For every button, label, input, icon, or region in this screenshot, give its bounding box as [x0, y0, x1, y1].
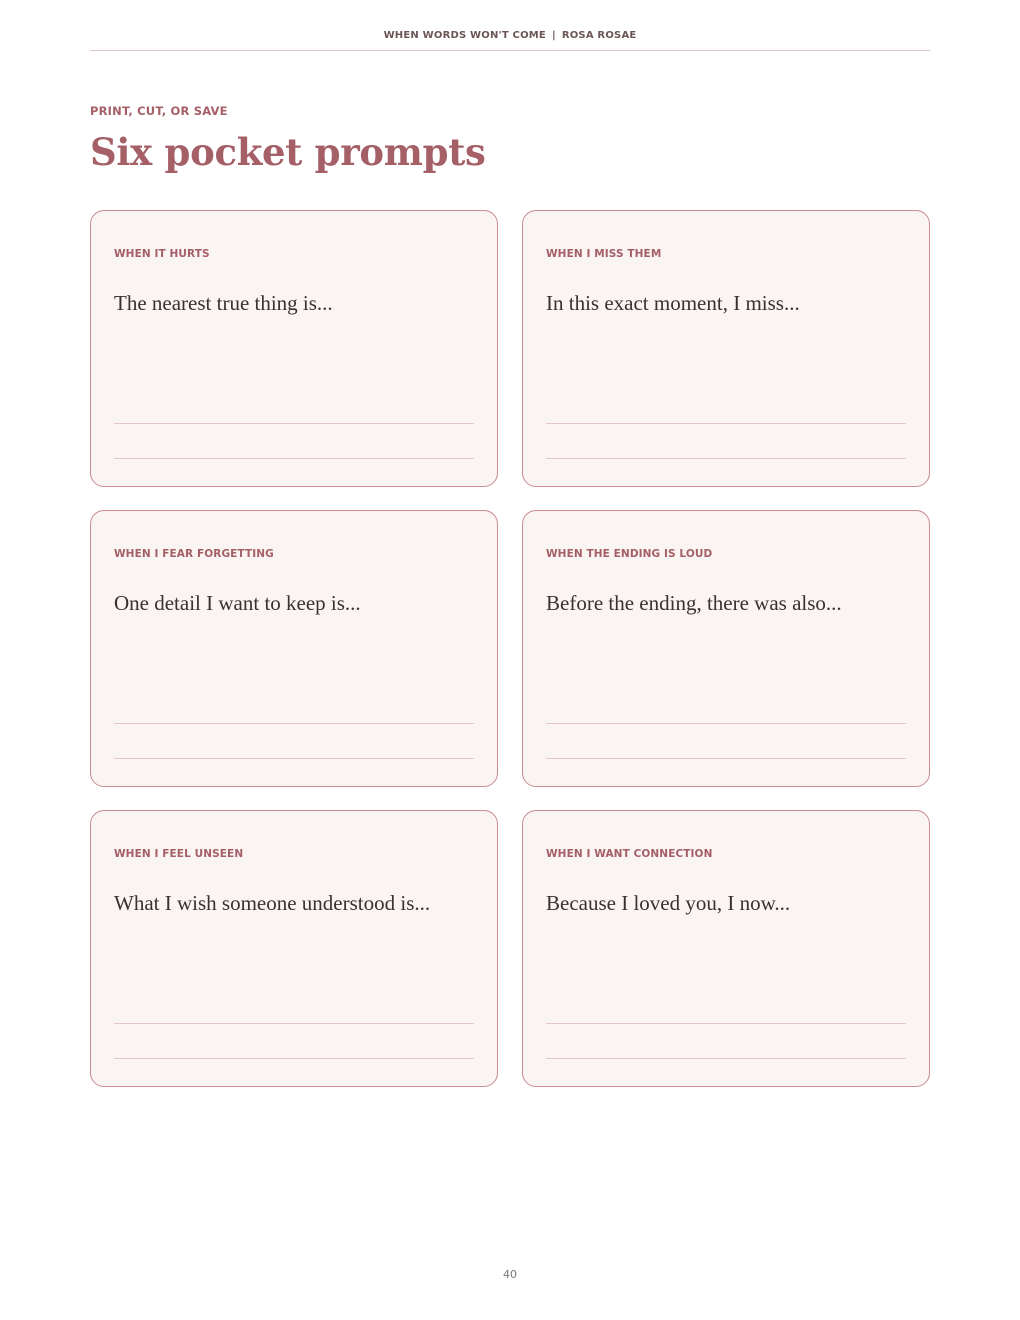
- prompt-card-when-i-miss-them: [522, 210, 930, 487]
- prompt-card-text: In this exact moment, I miss...: [546, 291, 800, 315]
- prompt-card-when-i-feel-unseen: [90, 810, 498, 1087]
- writing-line: [546, 1023, 906, 1024]
- prompt-card-text: Before the ending, there was also...: [546, 591, 842, 615]
- page-number: 40: [503, 1268, 517, 1281]
- prompt-card-label: WHEN IT HURTS: [114, 248, 210, 260]
- writing-line: [114, 758, 474, 759]
- prompt-card-text: Because I loved you, I now...: [546, 891, 791, 915]
- writing-line: [546, 758, 906, 759]
- running-header: [90, 30, 930, 51]
- writing-line: [546, 458, 906, 459]
- writing-line: [546, 1058, 906, 1059]
- page-title: Six pocket prompts: [90, 130, 486, 174]
- prompt-card-when-the-ending-is-loud: [522, 510, 930, 787]
- writing-line: [546, 723, 906, 724]
- prompt-card-label: WHEN I FEAR FORGETTING: [114, 548, 274, 560]
- prompt-card-label: WHEN I MISS THEM: [546, 248, 662, 260]
- header-separator: |: [551, 30, 556, 41]
- prompt-card-when-i-fear-forgetting: [90, 510, 498, 787]
- writing-line: [546, 423, 906, 424]
- prompt-card-when-i-want-connection: [522, 810, 930, 1087]
- prompt-card-label: WHEN I WANT CONNECTION: [546, 848, 713, 860]
- writing-line: [114, 458, 474, 459]
- author-name: ROSA ROSAE: [561, 30, 637, 41]
- prompt-card-label: WHEN I FEEL UNSEEN: [114, 848, 244, 860]
- writing-line: [114, 723, 474, 724]
- prompt-card-when-it-hurts: [90, 210, 498, 487]
- writing-line: [114, 1058, 474, 1059]
- prompt-card-text: One detail I want to keep is...: [114, 591, 361, 615]
- prompt-card-text: The nearest true thing is...: [114, 291, 333, 315]
- prompt-card-label: WHEN THE ENDING IS LOUD: [546, 548, 713, 560]
- prompt-card-text: What I wish someone understood is...: [114, 891, 431, 915]
- book-title: WHEN WORDS WON'T COME: [383, 30, 546, 41]
- writing-line: [114, 1023, 474, 1024]
- section-eyebrow: PRINT, CUT, OR SAVE: [90, 104, 228, 118]
- writing-line: [114, 423, 474, 424]
